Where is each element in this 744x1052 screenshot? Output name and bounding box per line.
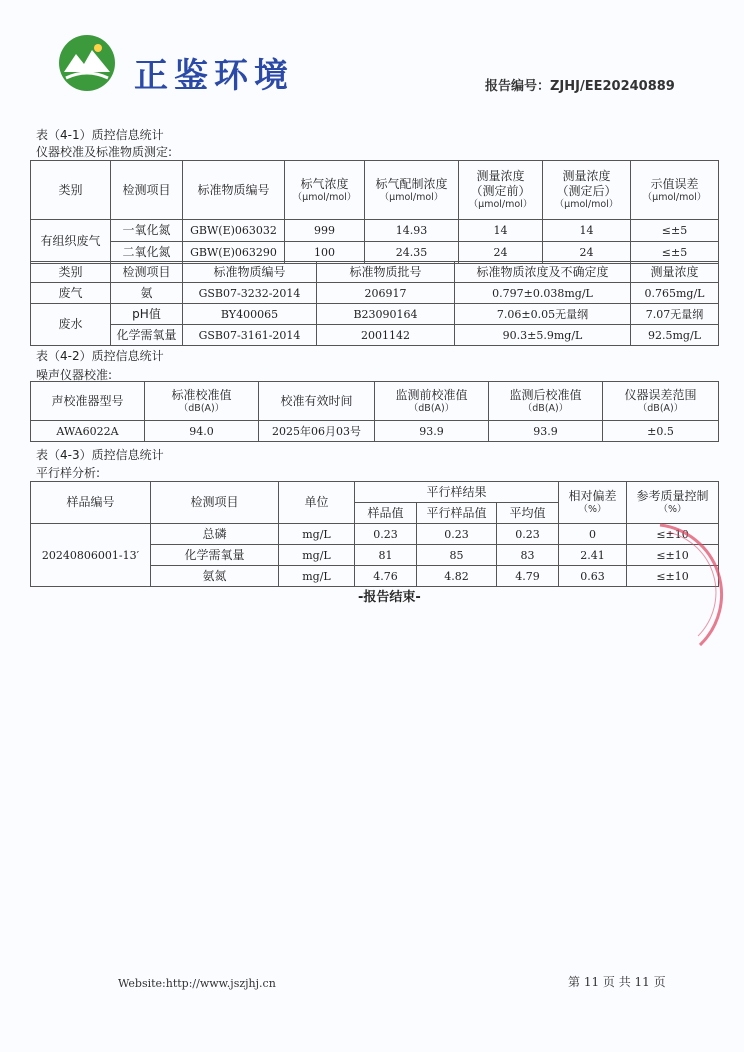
- table-cell: GSB07-3161-2014: [183, 325, 317, 346]
- table-cell: ≤±5: [631, 220, 719, 242]
- table-cell: ≤±5: [631, 242, 719, 264]
- company-logo: [58, 34, 116, 92]
- table-cell: B23090164: [317, 304, 455, 325]
- table-cell: 92.5mg/L: [631, 325, 719, 346]
- table-cell: 0.23: [497, 524, 559, 545]
- table-caption: 表（4-1）质控信息统计: [36, 128, 164, 142]
- table-cell: 85: [417, 545, 497, 566]
- table-cell: 二氧化氮: [111, 242, 183, 264]
- header-cell: 标准物质浓度及不确定度: [455, 262, 631, 283]
- table-cell: 94.0: [145, 421, 259, 442]
- category-cell: 有组织废气: [31, 220, 111, 264]
- table-cell: 4.76: [355, 566, 417, 587]
- header-cell: 测量浓度: [631, 262, 719, 283]
- table-cell: 7.06±0.05无量纲: [455, 304, 631, 325]
- header-cell: 示值误差 （μmol/mol）: [631, 161, 719, 220]
- sample-id-cell: 20240806001-13′: [31, 524, 151, 587]
- table-cell: 废气: [31, 283, 111, 304]
- table-cell: GBW(E)063032: [183, 220, 285, 242]
- header-cell: 相对偏差 （%）: [559, 482, 627, 524]
- table-cell: 14: [543, 220, 631, 242]
- table-cell: 93.9: [489, 421, 603, 442]
- header-cell: 标气配制浓度 （μmol/mol）: [365, 161, 459, 220]
- header-cell: 平行样结果: [355, 482, 559, 503]
- table-cell: ≤±10: [627, 566, 719, 587]
- header-cell: 测量浓度 （测定后） （μmol/mol）: [543, 161, 631, 220]
- official-seal-stamp: [640, 520, 744, 650]
- table-cell: 999: [285, 220, 365, 242]
- header-cell: 标准物质编号: [183, 262, 317, 283]
- table-row: [31, 220, 719, 242]
- header-cell: 类别: [31, 262, 111, 283]
- header-cell: 平均值: [497, 503, 559, 524]
- header-cell: 仪器误差范围 （dB(A)）: [603, 382, 719, 421]
- table-caption: 表（4-3）质控信息统计: [36, 448, 164, 462]
- table-caption: 表（4-2）质控信息统计: [36, 349, 164, 363]
- gas-calibration-table: [30, 160, 719, 264]
- table-row: [31, 283, 719, 304]
- header-cell: 样品编号: [31, 482, 151, 524]
- table-cell: 0: [559, 524, 627, 545]
- table-cell: 83: [497, 545, 559, 566]
- header-cell: 类别: [31, 161, 111, 220]
- table-header-row: [31, 482, 719, 503]
- header-cell: 检测项目: [151, 482, 279, 524]
- table-cell: 90.3±5.9mg/L: [455, 325, 631, 346]
- table-cell: 总磷: [151, 524, 279, 545]
- header-cell: 标准校准值 （dB(A)）: [145, 382, 259, 421]
- table-cell: 4.79: [497, 566, 559, 587]
- table-header-row: [31, 382, 719, 421]
- table-cell: mg/L: [279, 566, 355, 587]
- table-cell: 14: [459, 220, 543, 242]
- table-cell: 14.93: [365, 220, 459, 242]
- company-name: 正鉴环境: [134, 56, 294, 96]
- table-cell: 81: [355, 545, 417, 566]
- table-cell: 0.63: [559, 566, 627, 587]
- footer-website: Website:http://www.jszjhj.cn: [118, 977, 276, 990]
- table-row: [31, 304, 719, 325]
- header-cell: 单位: [279, 482, 355, 524]
- noise-calibration-table: [30, 381, 719, 442]
- table-cell: BY400065: [183, 304, 317, 325]
- header-cell: 检测项目: [111, 262, 183, 283]
- table-cell: 2025年06月03号: [259, 421, 375, 442]
- header-cell: 样品值: [355, 503, 417, 524]
- table-row: [31, 524, 719, 545]
- table-cell: 0.23: [417, 524, 497, 545]
- header-cell: 检测项目: [111, 161, 183, 220]
- table-cell: 24: [543, 242, 631, 264]
- header-cell: 测量浓度 （测定前） （μmol/mol）: [459, 161, 543, 220]
- table-cell: 7.07无量纲: [631, 304, 719, 325]
- table-cell: 2001142: [317, 325, 455, 346]
- header-cell: 标准物质批号: [317, 262, 455, 283]
- table-cell: GSB07-3232-2014: [183, 283, 317, 304]
- report-end-marker: -报告结束-: [358, 590, 421, 605]
- table-cell: 0.797±0.038mg/L: [455, 283, 631, 304]
- table-cell: 4.82: [417, 566, 497, 587]
- section-subtitle: 仪器校准及标准物质测定:: [36, 145, 173, 159]
- table-cell: mg/L: [279, 524, 355, 545]
- table-cell: ≤±10: [627, 545, 719, 566]
- table-cell: 2.41: [559, 545, 627, 566]
- table-cell: mg/L: [279, 545, 355, 566]
- table-header-row: [31, 262, 719, 283]
- header-cell: 监测前校准值 （dB(A)）: [375, 382, 489, 421]
- table-cell: 氨氮: [151, 566, 279, 587]
- table-cell: 24: [459, 242, 543, 264]
- table-cell: pH值: [111, 304, 183, 325]
- report-number: 报告编号：ZJHJ/EE20240889: [485, 79, 675, 94]
- section-subtitle: 平行样分析:: [36, 466, 101, 480]
- footer-page-number: 第 11 页 共 11 页: [568, 975, 666, 989]
- table-cell: 化学需氧量: [151, 545, 279, 566]
- section-subtitle: 噪声仪器校准:: [36, 368, 113, 382]
- table-cell: 0.23: [355, 524, 417, 545]
- table-cell: ≤±10: [627, 524, 719, 545]
- table-cell: 氨: [111, 283, 183, 304]
- table-header-row: [31, 161, 719, 220]
- table-row: [31, 325, 719, 346]
- header-cell: 参考质量控制 （%）: [627, 482, 719, 524]
- table-cell: 一氧化氮: [111, 220, 183, 242]
- standard-substance-table: [30, 261, 719, 346]
- header-cell: 校准有效时间: [259, 382, 375, 421]
- header-cell: 监测后校准值 （dB(A)）: [489, 382, 603, 421]
- category-cell: 废水: [31, 304, 111, 346]
- table-cell: 24.35: [365, 242, 459, 264]
- table-cell: ±0.5: [603, 421, 719, 442]
- header-cell: 声校准器型号: [31, 382, 145, 421]
- table-cell: AWA6022A: [31, 421, 145, 442]
- header-cell: 平行样品值: [417, 503, 497, 524]
- table-cell: 化学需氧量: [111, 325, 183, 346]
- table-cell: GBW(E)063290: [183, 242, 285, 264]
- header-cell: 标气浓度 （μmol/mol）: [285, 161, 365, 220]
- header-cell: 标准物质编号: [183, 161, 285, 220]
- parallel-sample-table: [30, 481, 719, 587]
- table-cell: 0.765mg/L: [631, 283, 719, 304]
- table-row: [31, 421, 719, 442]
- table-cell: 206917: [317, 283, 455, 304]
- table-cell: 93.9: [375, 421, 489, 442]
- table-cell: 100: [285, 242, 365, 264]
